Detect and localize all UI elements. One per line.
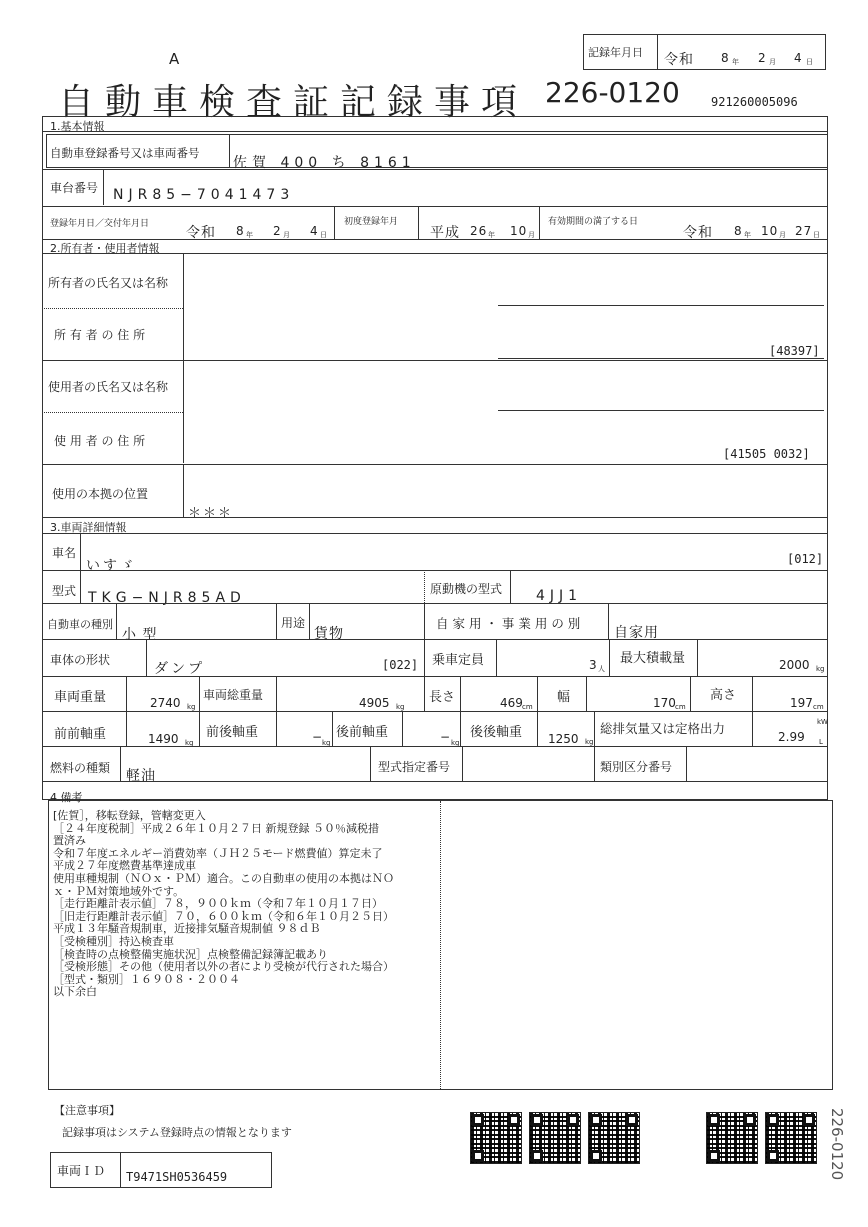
user-name-label: 使用者の氏名又は名称	[48, 380, 169, 394]
ff-unit: kg	[185, 739, 194, 747]
maker-code: [012]	[787, 552, 824, 566]
remarks-line: 平成２７年度燃費基準達成車	[53, 859, 196, 873]
base-location-label: 使用の本拠の位置	[52, 487, 149, 501]
displacement-unit-l: L	[819, 738, 823, 746]
remarks-line: ［型式・類別］１６９０８・２００４	[53, 972, 240, 986]
issue-date-label: 登録年月日／交付年月日	[50, 219, 150, 229]
use-value: 貨物	[314, 626, 344, 642]
record-date-label: 記録年月日	[588, 46, 643, 59]
kind-label: 自動車の種別	[47, 618, 113, 631]
vehicle-id-value: T9471SH0536459	[126, 1170, 228, 1184]
issue-date-month: 2	[273, 224, 282, 238]
capacity-unit: 人	[598, 665, 605, 673]
year-unit: 年	[732, 58, 739, 66]
qr-code-1	[470, 1112, 522, 1164]
remarks-line: ［受検形態］その他（使用者以外の者により受検が代行された場合）	[53, 960, 394, 974]
remarks-line: ［２４年度税制］平成２６年１０月２７日 新規登録 ５０％減税措	[53, 821, 379, 835]
remarks-line: ［検査時の点検整備実施状況］点検整備記録簿記載あり	[53, 947, 328, 961]
reg-number-value: 佐賀 400 ち 8161	[233, 155, 416, 171]
serial-number: 921260005096	[711, 95, 798, 109]
chassis-value: NJR85−7041473	[113, 187, 295, 203]
fuel-value: 軽油	[126, 768, 156, 784]
gross-weight-label: 車両総重量	[203, 688, 264, 702]
length-value: 469	[500, 696, 523, 710]
base-location-value: ＊＊＊	[188, 506, 234, 521]
category-label: 類別区分番号	[600, 760, 673, 774]
max-load-unit: kg	[816, 665, 825, 673]
user-address-label: 使 用 者 の 住 所	[54, 434, 146, 448]
month-unit: 月	[769, 58, 776, 66]
rf-unit: kg	[451, 739, 460, 747]
capacity-label: 乗車定員	[432, 653, 485, 668]
doc-mark: A	[169, 50, 180, 68]
notice-heading: 【注意事項】	[54, 1104, 120, 1117]
first-reg-label: 初度登録年月	[344, 217, 399, 227]
front-front-axle-value: 1490	[148, 732, 179, 746]
remarks-line: ［走行距離計表示値］７８，９００ｋｍ（令和７年１０月１７日）	[53, 897, 383, 911]
remarks-line: 令和７年度エネルギー消費効率（ＪＨ２５モード燃費値）算定未了	[53, 846, 383, 860]
owner-name-label: 所有者の氏名又は名称	[48, 276, 169, 290]
rr-unit: kg	[585, 738, 594, 746]
first-reg-year-unit: 年	[488, 231, 495, 239]
gross-weight-unit: kg	[396, 703, 405, 711]
expiry-day: 27	[795, 224, 813, 238]
private-business-value: 自家用	[614, 625, 659, 641]
remarks-line: [佐賀］，移転登録，管轄変更入	[53, 809, 206, 822]
rear-front-axle-label: 後前軸重	[336, 725, 389, 740]
remarks-line: ［旧走行距離計表示値］７０，６００ｋｍ（令和６年１０月２５日）	[53, 909, 394, 923]
displacement-value: 2.99	[778, 730, 805, 744]
height-label: 高さ	[710, 688, 737, 703]
issue-date-era: 令和	[186, 225, 216, 241]
first-reg-month-unit: 月	[528, 231, 535, 239]
remarks-line: ［受検種別］持込検査車	[53, 934, 174, 948]
gross-weight-value: 4905	[359, 696, 390, 710]
weight-unit: kg	[187, 703, 196, 711]
record-date-month: 2	[758, 51, 767, 65]
record-date-box	[583, 34, 826, 70]
qr-code-4	[706, 1112, 758, 1164]
expiry-era: 令和	[683, 225, 713, 241]
length-label: 長さ	[429, 690, 456, 705]
remarks-line: 使用車種規制（ＮＯｘ・ＰＭ）適合。この自動車の使用の本拠はＮＯ	[53, 871, 394, 885]
use-label: 用途	[281, 616, 306, 630]
designation-label: 型式指定番号	[378, 760, 451, 774]
vehicle-id-label: 車両ＩＤ	[57, 1164, 106, 1178]
private-business-label: 自 家 用 ・ 事 業 用 の 別	[436, 616, 581, 631]
front-front-axle-label: 前前軸重	[54, 727, 107, 742]
model-value: TKG−NJR85AD	[88, 590, 246, 606]
first-reg-era: 平成	[430, 225, 460, 241]
remarks-line: 置済み	[53, 834, 86, 848]
issue-month-unit: 月	[283, 231, 290, 239]
width-value: 170	[653, 696, 676, 710]
fuel-label: 燃料の種類	[50, 761, 111, 775]
length-unit: cm	[522, 703, 533, 711]
issue-date-day: 4	[310, 224, 319, 238]
height-value: 197	[790, 696, 813, 710]
model-label: 型式	[52, 584, 77, 598]
body-shape-code: [022]	[382, 658, 419, 672]
expiry-year: 8	[734, 224, 743, 238]
width-unit: cm	[675, 703, 686, 711]
first-reg-year: 26	[470, 224, 488, 238]
expiry-month-unit: 月	[779, 231, 786, 239]
engine-label: 原動機の型式	[430, 582, 503, 596]
qr-code-5	[765, 1112, 817, 1164]
notice-text: 記録事項はシステム登録時点の情報となります	[62, 1126, 292, 1139]
remarks-line: 平成１３年騒音規制車，近接排気騒音規制値 ９８ｄＢ	[53, 922, 321, 936]
kind-value: 小 型	[122, 627, 158, 643]
body-shape-value: ダンプ	[154, 661, 206, 677]
qr-code-2	[529, 1112, 581, 1164]
section-4-heading: 4.備考	[50, 791, 83, 804]
remarks-text	[53, 810, 394, 999]
user-code: [41505 0032]	[723, 447, 810, 461]
engine-value: 4JJ1	[536, 588, 583, 604]
cert-code: 226-0120	[545, 76, 680, 109]
displacement-label: 総排気量又は定格出力	[600, 721, 726, 736]
issue-year-unit: 年	[246, 231, 253, 239]
issue-day-unit: 日	[320, 231, 327, 239]
record-date-day: 4	[794, 51, 803, 65]
expiry-year-unit: 年	[744, 231, 751, 239]
section-3-heading: 3.車両詳細情報	[50, 521, 127, 534]
handwritten-note: 226-0120	[828, 1108, 846, 1181]
max-load-value: 2000	[779, 658, 810, 672]
expiry-month: 10	[761, 224, 779, 238]
capacity-value: 3	[589, 658, 598, 672]
remarks-line: ｘ・ＰＭ対策地域外です。	[53, 884, 185, 898]
expiry-day-unit: 日	[813, 231, 820, 239]
owner-code: [48397]	[769, 344, 820, 358]
chassis-label: 車台番号	[50, 181, 99, 195]
width-label: 幅	[557, 690, 571, 705]
max-load-label: 最大積載量	[620, 651, 686, 666]
maker-label: 車名	[52, 546, 77, 560]
issue-date-year: 8	[236, 224, 245, 238]
owner-address-label: 所 有 者 の 住 所	[54, 328, 146, 342]
first-reg-month: 10	[510, 224, 528, 238]
weight-value: 2740	[150, 696, 181, 710]
fr-unit: kg	[322, 739, 331, 747]
day-unit: 日	[806, 58, 813, 66]
record-date-year: 8	[721, 51, 730, 65]
section-2-heading: 2.所有者・使用者情報	[50, 242, 160, 255]
weight-label: 車両重量	[54, 690, 107, 705]
displacement-unit-kw: kW	[817, 718, 828, 726]
body-shape-label: 車体の形状	[50, 653, 111, 667]
rear-rear-axle-value: 1250	[548, 732, 579, 746]
front-rear-axle-value: −	[312, 730, 324, 744]
height-unit: cm	[813, 703, 824, 711]
remarks-line: 以下余白	[53, 985, 97, 999]
maker-value: いすゞ	[86, 558, 137, 574]
reg-number-label: 自動車登録番号又は車両番号	[50, 146, 200, 160]
rear-front-axle-value: −	[440, 730, 452, 744]
rear-rear-axle-label: 後後軸重	[470, 725, 523, 740]
front-rear-axle-label: 前後軸重	[206, 725, 259, 740]
qr-code-3	[588, 1112, 640, 1164]
expiry-label: 有効期間の満了する日	[548, 217, 639, 227]
section-1-heading: 1.基本情報	[50, 120, 105, 133]
record-date-era: 令和	[664, 52, 694, 68]
doc-title: 自動車検査証記録事項	[58, 82, 529, 123]
